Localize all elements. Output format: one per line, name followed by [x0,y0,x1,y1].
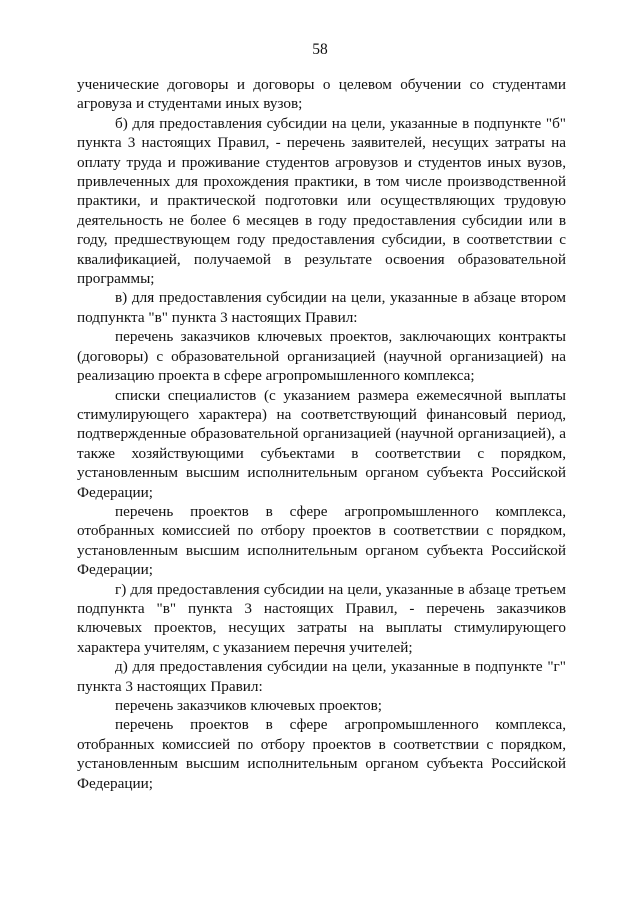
paragraph-continuation: ученические договоры и договоры о целевом обучении со студентами агровуза и студентами иных вузов; [77,76,566,113]
paragraph-item-d: д) для предоставления субсидии на цели, указанные в подпункте "г" пункта 3 настоящих Правил: [77,658,566,695]
paragraph-specialists-list: списки специалистов (с указанием размера ежемесячной выплаты стимулирующего характера) на соответствующий финансовый период, подтвержденные образовательной организацией (научной организацией), а также хозяйствующими субъектами в соответствии с порядком, установленным высшим исполнительным органом субъекта Российской Федерации; [77,386,566,501]
paragraph-projects-list-2: перечень проектов в сфере агропромышленного комплекса, отобранных комиссией по отбору проектов в соответствии с порядком, установленным высшим исполнительным органом субъекта Российской Федерации; [77,716,566,792]
paragraph-item-g: г) для предоставления субсидии на цели, указанные в абзаце третьем подпункта "в" пункта 3 настоящих Правил, - перечень заказчиков ключевых проектов, несущих затраты на выплаты стимулирующего характера учителям, с указанием перечня учителей; [77,580,566,656]
document-body [77,75,566,793]
paragraph-item-b: б) для предоставления субсидии на цели, указанные в подпункте "б" пункта 3 настоящих Правил, - перечень заявителей, несущих затраты на оплату труда и проживание студентов агровузов и студентов иных вузов, привлеченных для прохождения практики, в том числе производственной практики, и практической подготовки или осуществляющих трудовую деятельность не более 6 месяцев в году предоставления субсидии или в году, предшествующем году предоставления субсидии, в соответствии с квалификацией, получаемой в результате освоения образовательной программы; [77,114,566,288]
page-number: 58 [312,41,328,58]
paragraph-customers-list: перечень заказчиков ключевых проектов, заключающих контракты (договоры) с образовательной организацией (научной организацией) на реализацию проекта в сфере агропромышленного комплекса; [77,328,566,385]
paragraph-item-v: в) для предоставления субсидии на цели, указанные в абзаце втором подпункта "в" пункта 3 настоящих Правил: [77,289,566,326]
paragraph-projects-list: перечень проектов в сфере агропромышленного комплекса, отобранных комиссией по отбору проектов в соответствии с порядком, установленным высшим исполнительным органом субъекта Российской Федерации; [77,502,566,579]
paragraph-key-customers: перечень заказчиков ключевых проектов; [115,697,383,714]
